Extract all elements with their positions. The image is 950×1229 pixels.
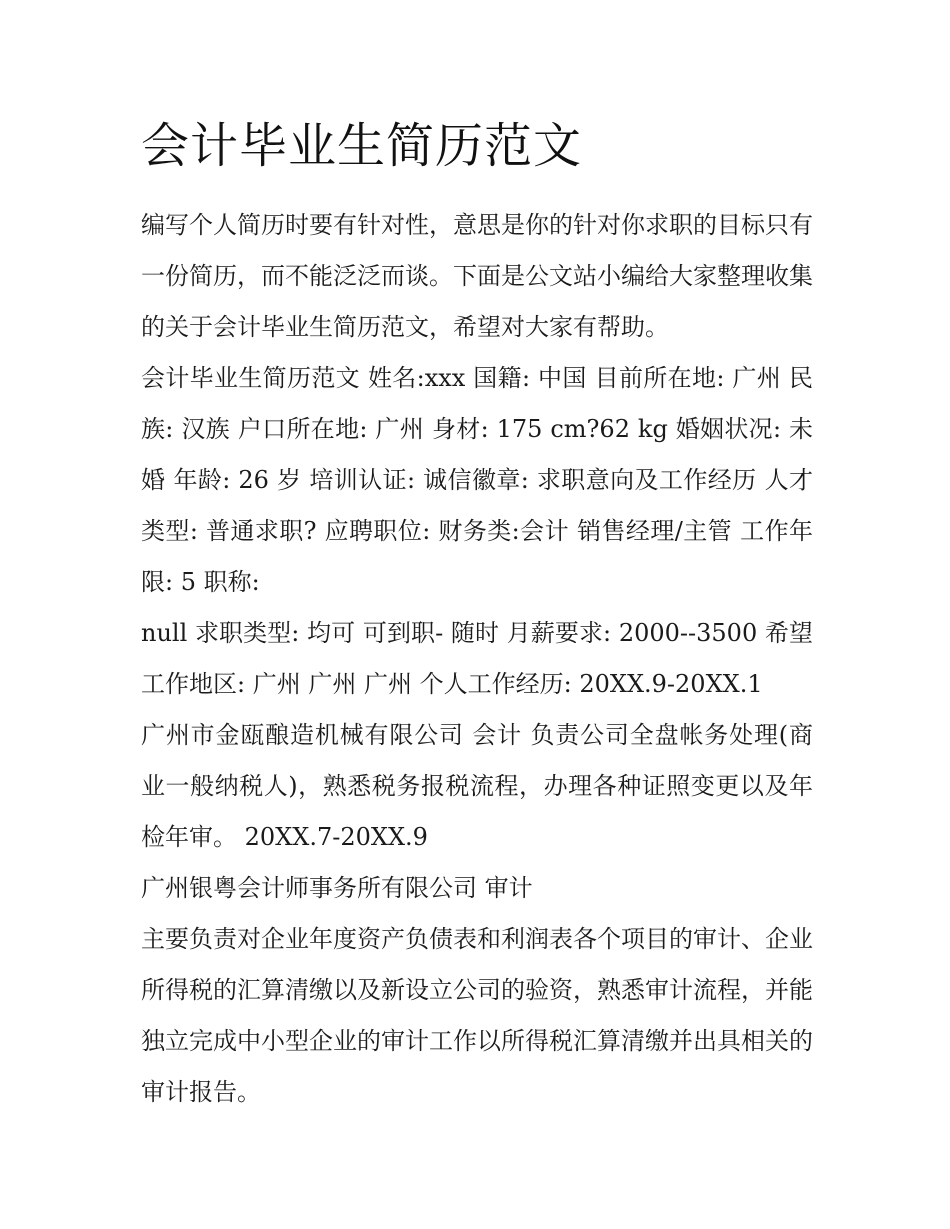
intro-paragraph: 编写个人简历时要有针对性，意思是你的针对你求职的目标只有一份简历，而不能泛泛而谈。下面是公文站小编给大家整理收集的关于会计毕业生简历范文，希望对大家有帮助。 — [141, 211, 813, 341]
job-preference-paragraph: null 求职类型: 均可 可到职- 随时 月薪要求: 2000--3500 希望工作地区: 广州 广州 广州 个人工作经历: 20XX.9-20XX.1 — [141, 619, 813, 698]
document-body — [141, 112, 813, 1118]
personal-info-paragraph: 会计毕业生简历范文 姓名:xxx 国籍: 中国 目前所在地: 广州 民族: 汉族 户口所在地: 广州 身材: 175 cm?62 kg 婚姻状况: 未婚 年龄: 26 岁 培训认证: 诚信徽章: 求职意向及工作经历 人才类型: 普通求职? 应聘职位: 财务类:会计 销售经理/主管 工作年限: 5 职称: — [141, 364, 813, 596]
work-experience-duties-2: 主要负责对企业年度资产负债表和利润表各个项目的审计、企业所得税的汇算清缴以及新设立公司的验资，熟悉审计流程，并能独立完成中小型企业的审计工作以所得税汇算清缴并出具相关的审计报告。 — [141, 925, 813, 1106]
work-experience-company-2: 广州银粤会计师事务所有限公司 审计 — [141, 874, 533, 902]
document-title: 会计毕业生简历范文 — [141, 118, 583, 174]
work-experience-paragraph-1: 广州市金瓯酿造机械有限公司 会计 负责公司全盘帐务处理(商业一般纳税人)，熟悉税务报税流程，办理各种证照变更以及年检年审。 20XX.7-20XX.9 — [141, 721, 813, 851]
